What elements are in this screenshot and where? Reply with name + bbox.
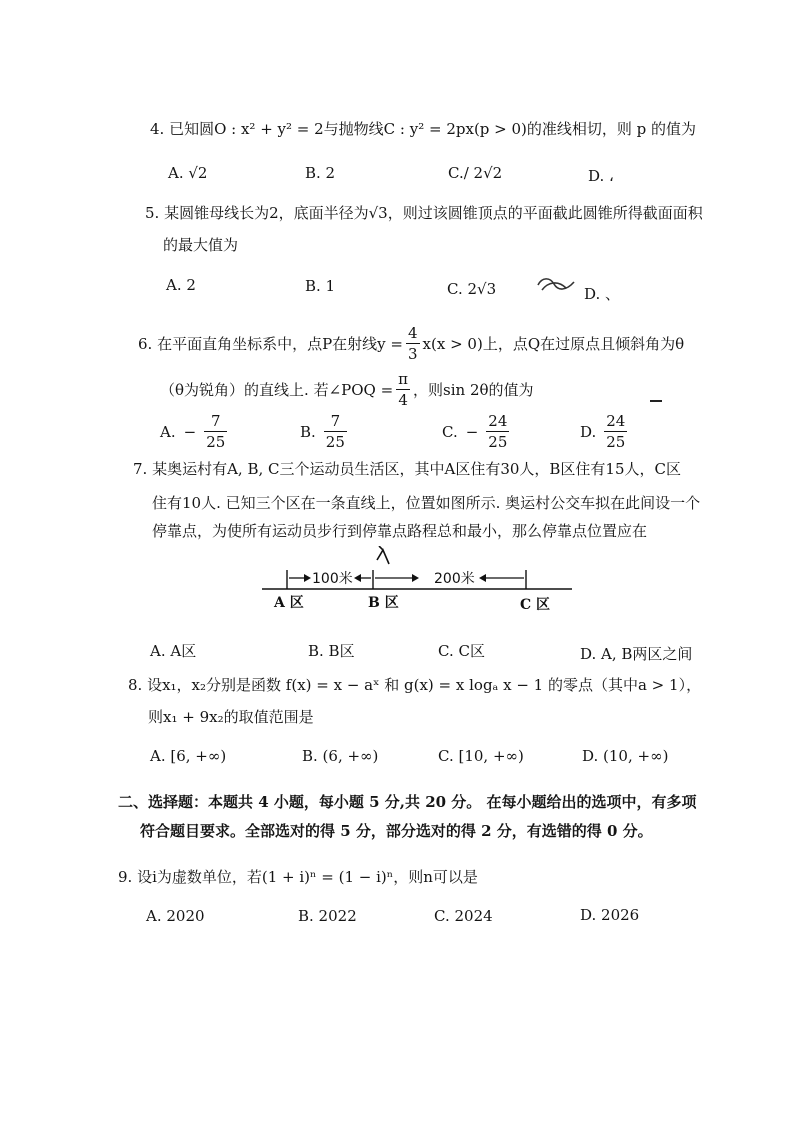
q6-choice-a-num: 7 <box>210 412 221 430</box>
q8-line1: 8. 设x₁，x₂分别是函数 f(x) = x − aˣ 和 g(x) = x logₐ x − 1 的零点（其中a > 1）， <box>128 676 702 694</box>
q4-choice-c: C./ 2√2 <box>448 164 503 182</box>
q7-line2: 住有10人. 已知三个区在一条直线上，位置如图所示. 奥运村公交车拟在此间设一个 <box>152 494 701 512</box>
handwritten-scribble-mark <box>536 276 576 294</box>
q6-stem2-part-a: （θ为锐角）的直线上. 若∠POQ = <box>160 380 394 399</box>
q4-choice-b: B. 2 <box>305 164 336 182</box>
zone-label-c: C 区 <box>520 597 551 613</box>
q8-choice-a: A. [6, +∞) <box>150 747 227 765</box>
q6-choice-c-sign: − <box>465 423 479 441</box>
q7-line1: 7. 某奥运村有A, B, C三个运动员生活区，其中A区住有30人，B区住有15人，C区 <box>133 460 681 478</box>
section2-heading-line1: 二、选择题：本题共 4 小题，每小题 5 分,共 20 分。 在每小题给出的选项中，有多项 <box>118 793 697 811</box>
q6-choice-d <box>580 414 627 450</box>
q8-line2: 则x₁ + 9x₂的取值范围是 <box>148 708 314 726</box>
q7-choice-b: B. B区 <box>308 642 355 660</box>
q6-choice-a-label: A. <box>160 423 176 441</box>
q6-choice-c <box>442 414 509 450</box>
q4-choice-a: A. √2 <box>168 164 208 182</box>
q9-choice-c: C. 2024 <box>434 907 493 925</box>
q6-choice-c-num: 24 <box>488 412 508 430</box>
dist-label-2: 200米 <box>434 571 475 587</box>
q6-choice-b <box>300 414 347 450</box>
handwritten-marker <box>377 546 389 564</box>
q7-choice-a: A. A区 <box>150 642 197 660</box>
q7-choice-c: C. C区 <box>438 642 485 660</box>
q5-stem-line1: 5. 某圆锥母线长为2，底面半径为√3，则过该圆锥顶点的平面截此圆锥所得截面面积 <box>145 204 703 222</box>
q9-stem: 9. 设i为虚数单位，若(1 + i)ⁿ = (1 − i)ⁿ，则n可以是 <box>118 868 478 886</box>
q7-choice-d: D. A, B两区之间 <box>580 645 693 663</box>
q6-choice-c-fraction <box>486 414 509 450</box>
section2-heading-line2: 符合题目要求。全部选对的得 5 分，部分选对的得 2 分，有选错的得 0 分。 <box>140 822 653 840</box>
arrow-left-2 <box>479 574 486 582</box>
q6-choice-c-den: 25 <box>488 433 508 451</box>
q6-stem-line2 <box>160 372 534 408</box>
q6-choice-d-den: 25 <box>606 433 626 451</box>
q6-choice-d-fraction <box>604 414 627 450</box>
q6-choice-a-sign: − <box>183 423 197 441</box>
q6-stem-part-a: 6. 在平面直角坐标系中，点P在射线y = <box>138 334 403 353</box>
q6-choice-a-fraction <box>204 414 227 450</box>
q6-choice-b-den: 25 <box>325 433 345 451</box>
q5-stem-line2: 的最大值为 <box>163 236 239 254</box>
q6-choice-a <box>160 414 227 450</box>
q6-choice-b-label: B. <box>300 423 316 441</box>
q5-choice-a: A. 2 <box>166 276 196 294</box>
q6-choice-d-label: D. <box>580 423 597 441</box>
q5-choice-d: D. 、 <box>584 285 621 303</box>
q4-stem: 4. 已知圆O : x² + y² = 2与抛物线C : y² = 2px(p > 0)的准线相切，则 p 的值为 <box>150 120 697 138</box>
q6-fraction-4-3 <box>406 326 420 362</box>
arrow-right-1 <box>304 574 311 582</box>
q6-choice-b-num: 7 <box>330 412 341 430</box>
q9-choice-a: A. 2020 <box>146 907 205 925</box>
stray-pen-mark <box>650 400 662 402</box>
q6-frac2-denominator: 4 <box>398 391 408 409</box>
q6-frac1-numerator: 4 <box>408 324 418 342</box>
q8-choice-b: B. (6, +∞) <box>302 747 379 765</box>
q6-choice-c-label: C. <box>442 423 458 441</box>
q8-choice-d: D. (10, +∞) <box>582 747 669 765</box>
q6-choice-d-num: 24 <box>606 412 626 430</box>
q8-choice-c: C. [10, +∞) <box>438 747 524 765</box>
q6-fraction-pi-4 <box>396 372 410 408</box>
q6-frac1-denominator: 3 <box>408 345 418 363</box>
arrow-right-2 <box>412 574 419 582</box>
dist-label-1: 100米 <box>312 571 353 587</box>
q9-choice-b: B. 2022 <box>298 907 357 925</box>
q4-choice-d: D. ، <box>588 167 614 185</box>
q5-choice-c: C. 2√3 <box>447 280 497 298</box>
q6-choice-a-den: 25 <box>206 433 226 451</box>
q6-stem2-part-b: ，则sin 2θ的值为 <box>413 380 534 399</box>
zone-label-b: B 区 <box>368 595 399 611</box>
arrow-left-1 <box>354 574 361 582</box>
q9-choice-d: D. 2026 <box>580 906 640 924</box>
q5-choice-b: B. 1 <box>305 277 336 295</box>
zone-line-diagram <box>262 546 582 616</box>
q6-stem-part-b: x(x > 0)上，点Q在过原点且倾斜角为θ <box>422 334 685 353</box>
q6-choice-b-fraction <box>324 414 347 450</box>
q6-stem-line1 <box>138 326 684 362</box>
q6-frac2-numerator: π <box>398 370 409 388</box>
q7-line3: 停靠点，为使所有运动员步行到停靠点路程总和最小，那么停靠点位置应在 <box>152 522 648 540</box>
zone-label-a: A 区 <box>274 595 304 611</box>
